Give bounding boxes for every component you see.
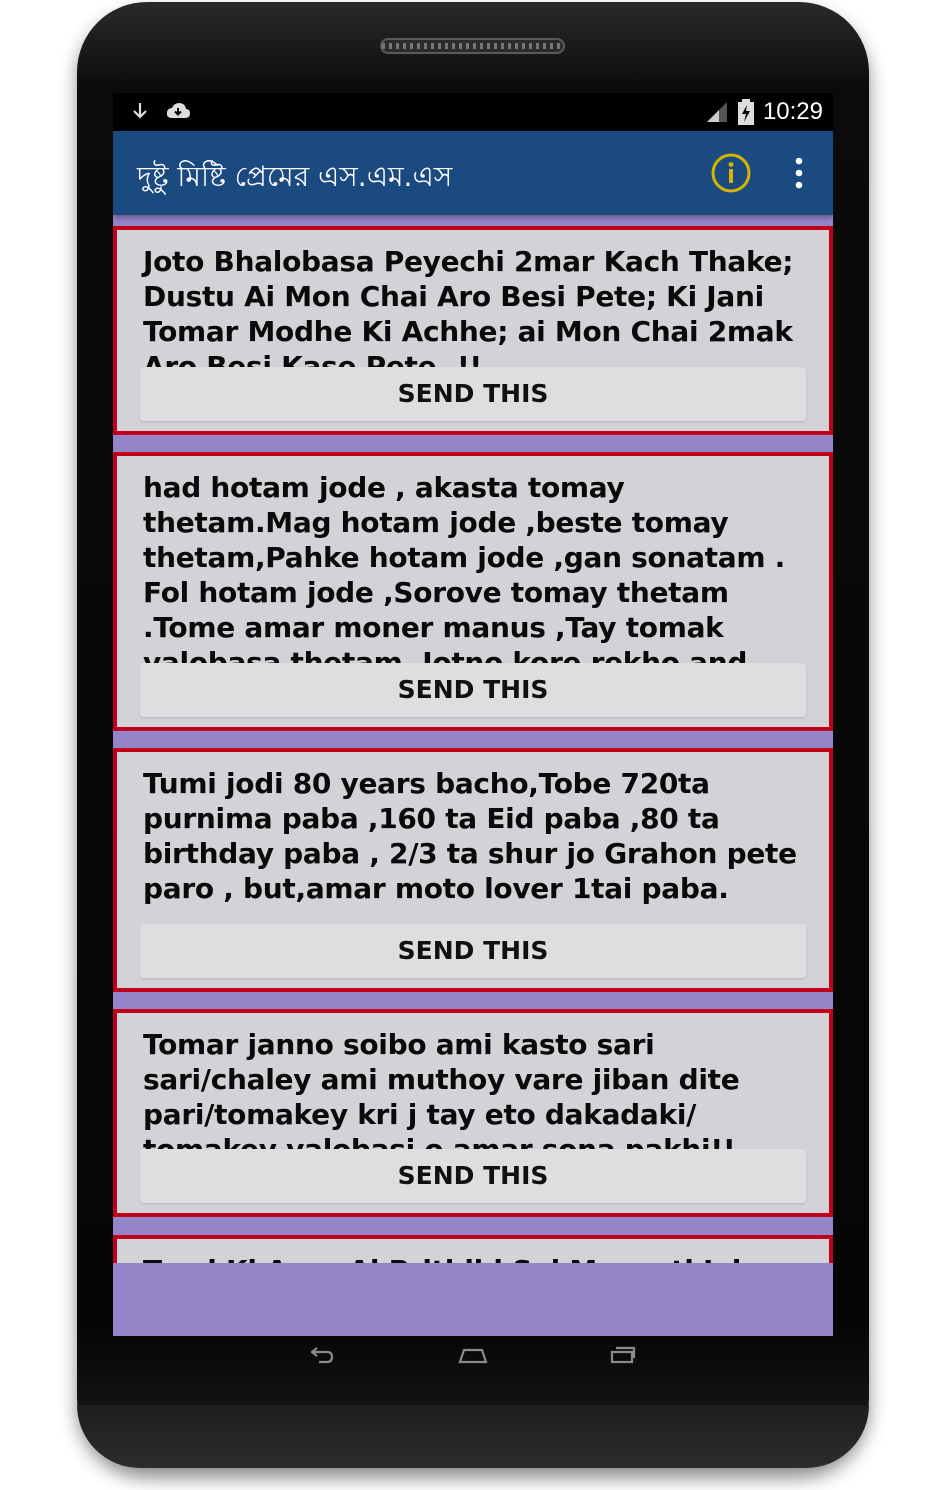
download-icon [131, 101, 149, 121]
list-bottom-area [113, 1263, 833, 1336]
message-card [113, 226, 833, 435]
message-card [113, 452, 833, 731]
screen [113, 93, 833, 1336]
send-this-button[interactable]: SEND THIS [140, 1149, 806, 1203]
recents-icon[interactable] [610, 1344, 636, 1366]
back-icon[interactable] [309, 1344, 335, 1366]
home-icon[interactable] [458, 1344, 488, 1366]
signal-icon [705, 100, 729, 124]
status-clock: 10:29 [762, 98, 823, 125]
status-bar [113, 93, 833, 131]
send-this-button[interactable]: SEND THIS [140, 663, 806, 717]
phone-chin [77, 1405, 869, 1468]
message-text: Tomar janno soibo ami kasto sari sari/chaley ami muthoy vare jiban dite pari/tomakey kri j tay eto dakadaki/ [143, 1028, 740, 1131]
battery-charging-icon [737, 99, 755, 125]
info-icon[interactable] [709, 151, 753, 195]
message-card [113, 1009, 833, 1217]
navigation-bar [113, 1336, 833, 1380]
cloud-download-icon [165, 101, 191, 121]
message-text: had hotam jode , akasta tomay thetam.Mag hotam jode ,beste tomay thetam,Pahke hotam jode ,gan sonatam . Fol hotam jode ,Sorove tomay thetam .Tome amar moner manus ,Tay tomak [143, 471, 786, 644]
send-this-button[interactable]: SEND THIS [140, 367, 806, 421]
message-text: Tumi jodi 80 years bacho,Tobe 720ta purnima paba ,160 ta Eid paba ,80 ta birthday paba , 2/3 ta shur jo Grahon pete paro , but,amar moto lover 1tai paba. [143, 767, 797, 905]
more-vert-icon[interactable] [791, 153, 807, 193]
earpiece-speaker [380, 38, 565, 54]
message-card [113, 748, 833, 992]
app-title: দুষ্টু মিষ্টি প্রেমের এস.এম.এস [137, 160, 453, 193]
app-bar [113, 131, 833, 215]
message-text: Joto Bhalobasa Peyechi 2mar Kach Thake; Dustu Ai Mon Chai Aro Besi Pete; Ki Jani Tomar Modhe Ki Achhe; ai Mon Chai 2mak [143, 245, 794, 348]
send-this-button[interactable]: SEND THIS [140, 924, 806, 978]
